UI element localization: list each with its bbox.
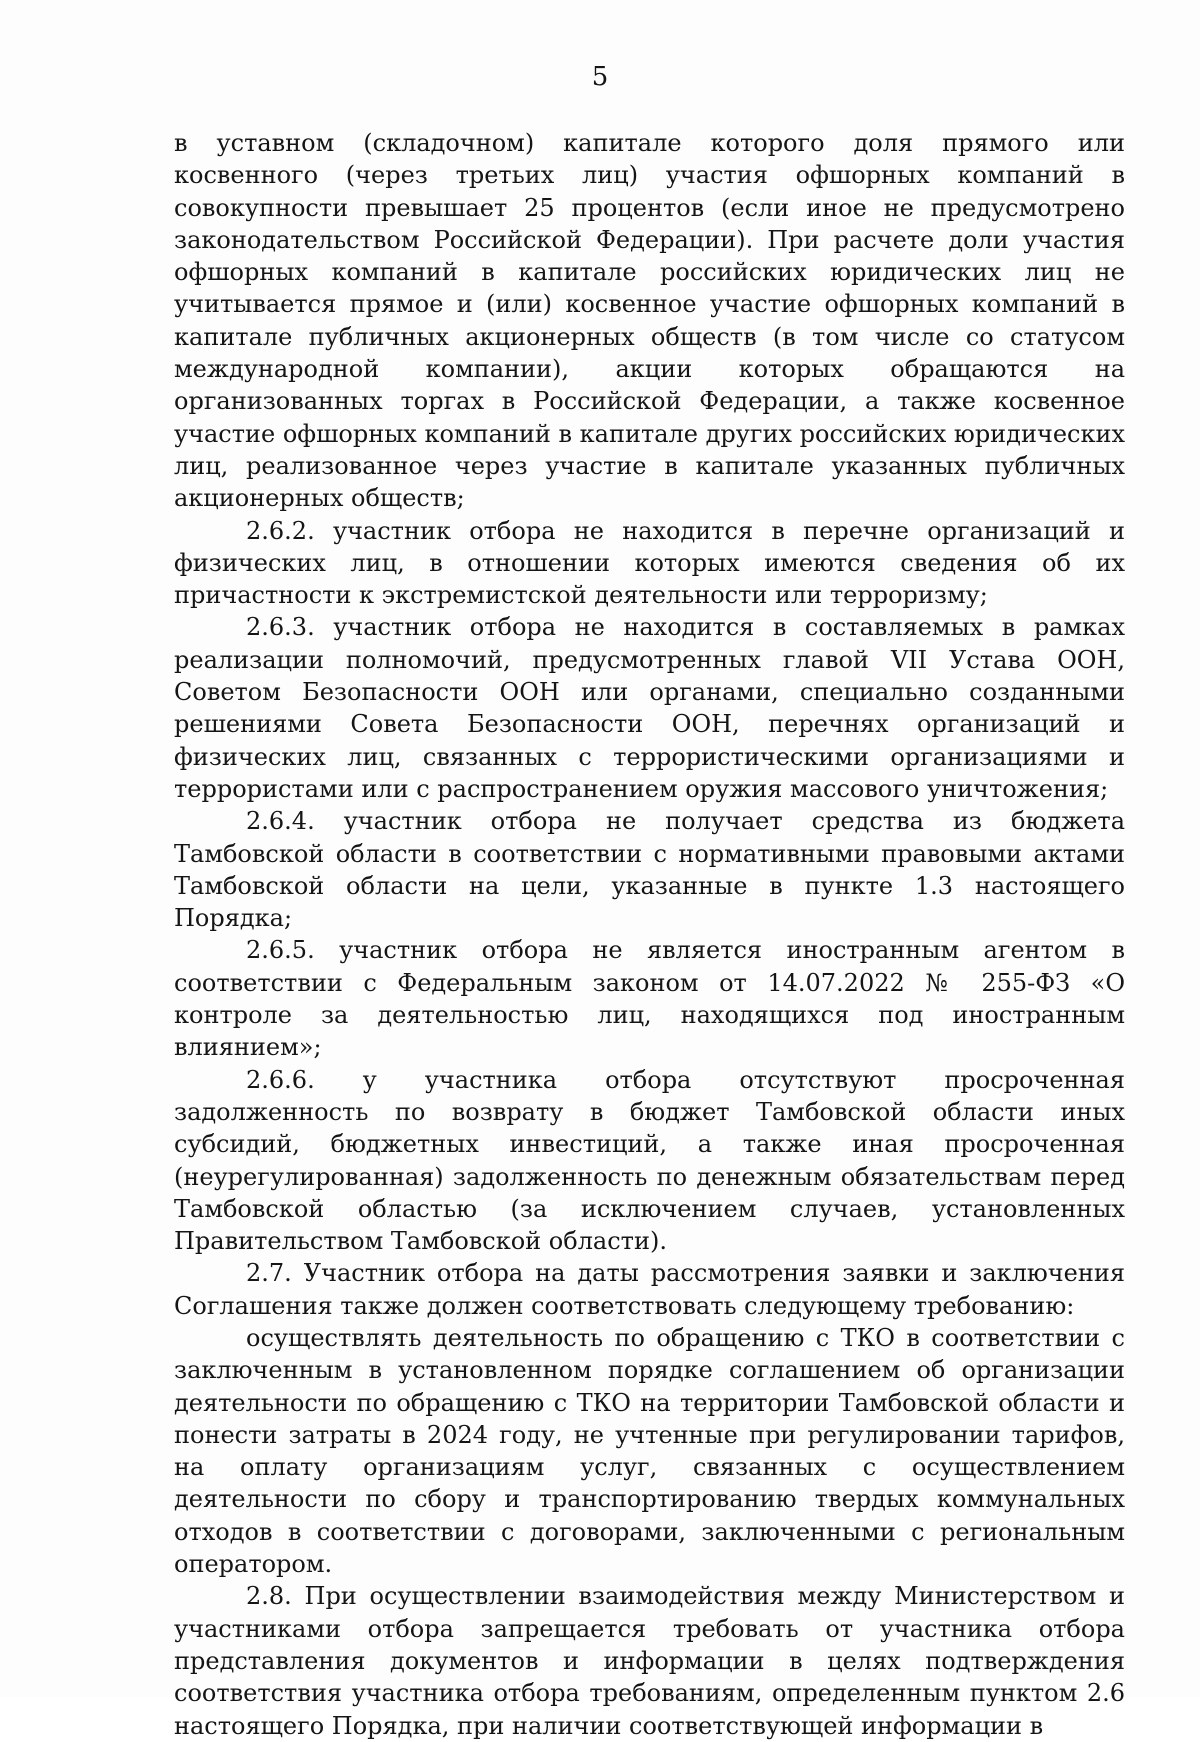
paragraph-2-6-5: 2.6.5. участник отбора не является иностранным агентом в соответствии с Федеральным законом от 14.07.2022 № 255-ФЗ «О контроле за деятельностью лиц, находящихся под иностранным влиянием»; — [174, 936, 1125, 1062]
paragraph-2-6-6: 2.6.6. у участника отбора отсутствуют просроченная задолженность по возврату в бюджет Тамбовской области иных субсидий, бюджетных инвестиций, а также иная просроченная (неурегулированная) задолженность по денежным обязательствам перед Тамбовской областью (за исключением случаев, установленных Правительством Тамбовской области). — [174, 1065, 1125, 1256]
paragraph-2-6-3: 2.6.3. участник отбора не находится в составляемых в рамках реализации полномочий, предусмотренных главой VII Устава ООН, Советом Безопасности ООН или органами, специально созданными решениями Совета Безопасности ООН, перечнях организаций и физических лиц, связанных с террористическими организациями и террористами или с распространением оружия массового уничтожения; — [174, 613, 1125, 803]
paragraph-2-6-2: 2.6.2. участник отбора не находится в перечне организаций и физических лиц, в отношении которых имеются сведения об их причастности к экстремистской деятельности или терроризму; — [174, 516, 1125, 610]
paragraph-2-7-requirement: осуществлять деятельность по обращению с ТКО в соответствии с заключенным в установленном порядке соглашением об организации деятельности по обращению с ТКО на территории Тамбовской области и понести затраты в 2024 году, не учтенные при регулировании тарифов, на оплату организациям услуг, связанных с осуществлением деятельности по сбору и транспортированию твердых коммунальных отходов в соответствии с договорами, заключенными с региональным оператором. — [174, 1323, 1125, 1579]
paragraph-continuation: в уставном (складочном) капитале которого доля прямого или косвенного (через третьих лиц) участия офшорных компаний в совокупности превышает 25 процентов (если иное не предусмотрено законодательством Российской Федерации). При расчете доли участия офшорных компаний в капитале российских юридических лиц не учитывается прямое и (или) косвенное участие офшорных компаний в капитале публичных акционерных обществ (в том числе со статусом международной компании), акции которых обращаются на организованных торгах в Российской Федерации, а также косвенное участие офшорных компаний в капитале других российских юридических лиц, реализованное через участие в капитале указанных публичных акционерных обществ; — [174, 129, 1125, 513]
page-number: 5 — [591, 62, 609, 92]
paragraph-2-7: 2.7. Участник отбора на даты рассмотрения заявки и заключения Соглашения также должен соответствовать следующему требованию: — [174, 1259, 1125, 1320]
paragraph-2-8: 2.8. При осуществлении взаимодействия между Министерством и участниками отбора запрещается требовать от участника отбора представления документов и информации в целях подтверждения соответствия участника отбора требованиям, определенным пунктом 2.6 настоящего Порядка, при наличии соответствующей информации в — [174, 1582, 1125, 1740]
paragraph-2-6-4: 2.6.4. участник отбора не получает средства из бюджета Тамбовской области в соответствии с нормативными правовыми актами Тамбовской области на цели, указанные в пункте 1.3 настоящего Порядка; — [174, 807, 1125, 933]
document-body — [174, 127, 1125, 1742]
